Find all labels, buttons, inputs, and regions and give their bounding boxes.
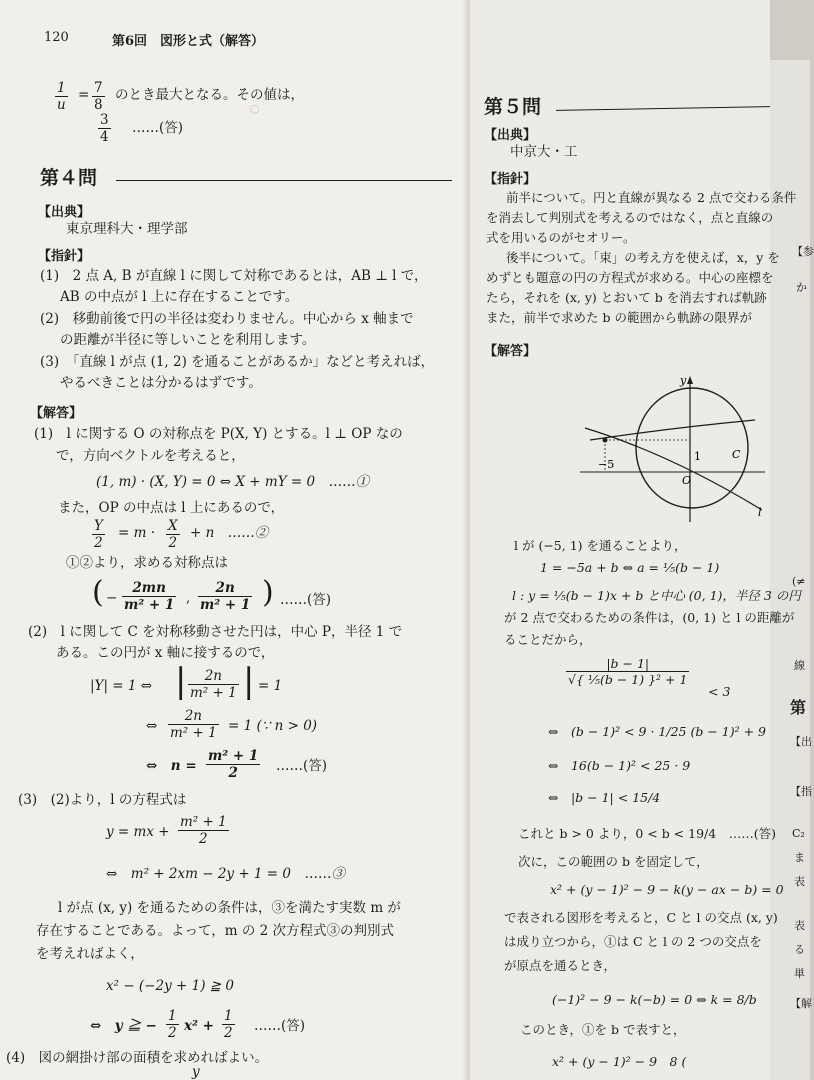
fraction-one-over-u: $\frac{1}{u}$ [57,80,66,113]
q5-line-2: 1 = −5a + b ⇔ a = ⅕(b − 1) [540,560,720,575]
q4-line-6: ある。この円が x 軸に接するので， [56,645,275,661]
minus-sign: − [106,590,118,606]
q5-hint-6: たら，それを (x, y) とおいて b を消去すれば軌跡 [486,290,767,305]
q5-line-8: ⇔ |b − 1| < 15/4 [548,790,661,805]
paren-open: ( [92,575,104,610]
q5-line-12: で表される図形を考えると，C と l の交点 (x, y) [504,910,778,925]
far-fragment-5: 第 [790,698,807,717]
far-fragment-9: ま [794,851,805,864]
far-fragment-10: 表 [794,875,805,888]
q4-eq1: (1, m) · (X, Y) = 0 ⇔ X + mY = 0 ……① [96,474,370,490]
q4-hint-6: やるべきことは分かるはずです。 [60,375,262,391]
q4-rule [116,180,452,181]
q4-line-5: (2) l に関して C を対称移動させた円は，中心 P，半径 1 で [28,624,403,640]
abs-suffix: = 1 [258,678,283,694]
final-frac-1: $\frac{1}{2}$ [168,1008,177,1041]
final-mid: x² + [184,1018,214,1034]
q5-line-9: これと b > 0 より，0 < b < 19/4 ……(答) [518,826,776,841]
q5-hint-7: また，前半で求めた b の範囲から軌跡の限界が [486,310,752,325]
q4-line-3: また，OP の中点は l 上にあるので， [58,500,285,516]
q4-line-11: (4) 図の網掛け部の面積を求めればよい。 [6,1050,269,1066]
chapter-title: 第6回 図形と式（解答） [112,34,265,49]
far-fragment-3: (≠ [792,575,806,588]
q5-line-4: が 2 点で交わるための条件は，(0, 1) と l の距離が [504,610,795,625]
graph-one-label: 1 [694,450,701,463]
answer-mark: ……(答) [132,120,184,136]
q5-hint-2: を消去して判別式を考えるのではなく，点と直線の [486,210,774,225]
bleed-through-text: ○ [250,102,348,115]
distance-fraction: $\frac{|b - 1|}{\text{√\{ ⅕(b − 1) \}² + 1}}$ [568,656,688,687]
q5-line-3: l : y = ⅕(b − 1)x + b と中心 (0, 1)，半径 3 の円 [512,588,801,603]
eq2-frac-y: $\frac{Y}{2}$ [94,518,103,551]
q4-line-4: ①②より，求める対称点は [66,555,228,571]
abs-bar-right: | [243,661,255,701]
q5-line-11: x² + (y − 1)² − 9 − k(y − ax − b) = 0 [550,882,784,897]
abs-prefix: |Y| = 1 ⇔ [90,678,153,694]
eq2-frac-x: $\frac{X}{2}$ [168,518,178,551]
q4-line-1: (1) l に関する O の対称点を P(X, Y) とする。l ⊥ OP なの [34,426,403,442]
axis-y-label: y [192,1064,200,1080]
far-fragment-4: 線 [794,659,805,672]
q4-hint-5: (3) 「直線 l が点 (1, 2) を通ることがあるか」などと考えれば， [40,354,435,370]
abs-bar-left: | [175,661,187,701]
q4-eq3: ⇔ m² + 2xm − 2y + 1 = 0 ……③ [106,866,345,882]
n-prefix: ⇔ n = [146,758,197,774]
circle-line-graph [580,370,770,530]
comma: , [186,590,191,606]
q5-line-17: x² + (y − 1)² − 9 8 ( [552,1054,687,1069]
point-neg5-1 [603,438,608,443]
eq2-tail: + n ……② [190,525,269,541]
q5-line-5: ることだから， [504,632,592,647]
q5-line-1: l が (−5, 1) を通ることより， [514,538,687,553]
eq-frac: $\frac{2n}{\text{m² + 1}}$ [170,708,217,741]
q5-hint-1: 前半について。円と直線が異なる 2 点で交わる条件 [506,190,797,205]
q5-line-14: が原点を通るとき， [504,958,617,973]
far-fragment-13: 単 [794,967,805,980]
max-value-fraction: $\frac{3}{4}$ [100,112,109,145]
q5-title: 第５問 [484,96,542,118]
q4-line-2: で，方向ベクトルを考えると， [56,448,245,464]
top-line-text: のとき最大となる。その値は， [115,87,304,103]
q5-hint-4: 後半について。「束」の考え方を使えば，x，y を [506,250,780,265]
final-answer-mark: ……(答) [254,1018,306,1034]
q5-line-15: (−1)² − 9 − k(−b) = 0 ⇔ k = 8/b [552,992,757,1007]
q4-title: 第４問 [40,167,98,189]
sym-frac-1: $\frac{2mn}{\text{m² + 1}}$ [124,580,175,613]
distance-tail: < 3 [708,684,731,699]
sym-answer-mark: ……(答) [280,592,332,608]
abs-frac: $\frac{2n}{\text{m² + 1}}$ [190,668,237,701]
graph-y-label: y [680,374,687,387]
far-fragment-2: か [796,281,807,294]
graph-c-label: C [732,448,741,461]
q4-hint-label: 【指針】 [38,249,91,264]
q4-hint-1: (1) 2 点 A, B が直線 l に関して対称であるとは，AB ⊥ l で， [40,268,428,284]
y-prefix: y = mx + [106,824,170,840]
q5-hint-3: 式を用いるのがセオリー。 [486,230,636,245]
eq2-mid: = m · [118,525,155,541]
graph-neg5-label: −5 [598,458,615,471]
far-fragment-12: る [794,943,805,956]
far-fragment-14: 【解 [790,997,812,1010]
equals-sign: = [78,87,90,103]
q4-line-8: l が点 (x, y) を通るための条件は，③を満たす実数 m が [58,900,401,916]
line-l-upper [590,420,755,440]
eq-arrow-1: ⇔ [146,718,158,734]
y-axis-arrow [687,376,693,384]
page-number: 120 [44,30,69,45]
far-fragment-7: 【指 [790,785,812,798]
q5-line-16: このとき，①を b で表すと， [520,1022,686,1037]
q5-line-10: 次に，この範囲の b を固定して， [518,854,709,869]
final-frac-2: $\frac{1}{2}$ [224,1008,233,1041]
fraction-seven-eighths: $\frac{7}{8}$ [94,80,103,113]
n-frac: $\frac{\text{m² + 1}}{2}$ [208,748,259,781]
q5-line-13: は成り立つから，①は C と l の 2 つの交点を [504,934,762,949]
final-prefix: ⇔ y ≧ − [90,1018,157,1034]
q4-line-10: を考えればよく， [36,946,144,962]
q5-source-label: 【出典】 [484,128,537,143]
eq-suffix: = 1 (∵ n > 0) [228,718,318,734]
n-answer-mark: ……(答) [276,758,328,774]
y-frac: $\frac{\text{m² + 1}}{2}$ [180,814,227,847]
q5-hint-label: 【指針】 [484,172,537,187]
q4-answer-label: 【解答】 [30,406,83,421]
q4-source: 東京理科大・理学部 [66,221,188,237]
q4-source-label: 【出典】 [38,205,91,220]
q4-line-9: 存在することである。よって，m の 2 次方程式③の判別式 [36,923,394,939]
q5-source: 中京大・工 [510,144,578,160]
sym-frac-2: $\frac{2n}{\text{m² + 1}}$ [200,580,251,613]
far-fragment-1: 【参 [792,245,814,258]
q4-discriminant: x² − (−2y + 1) ≧ 0 [106,978,234,994]
q4-hint-3: (2) 移動前後で円の半径は変わりません。中心から x 軸まで [40,311,414,327]
q5-line-7: ⇔ 16(b − 1)² < 25 · 9 [548,758,691,773]
far-fragment-11: 表 [794,919,805,932]
far-fragment-6: 【出 [790,735,812,748]
graph-origin-label: O [682,474,692,487]
q4-line-7: (3) (2)より，l の方程式は [18,792,187,808]
q4-hint-2: AB の中点が l 上に存在することです。 [60,289,299,305]
q4-hint-4: の距離が半径に等しいことを利用します。 [60,332,316,348]
q5-line-6: ⇔ (b − 1)² < 9 · 1/25 (b − 1)² + 9 [548,724,766,739]
q5-answer-label: 【解答】 [484,344,537,359]
paren-close: ) [262,575,274,610]
q5-hint-5: めずとも題意の円の方程式が求める。中心の座標を [486,270,774,285]
graph-l-label: l [758,506,762,519]
far-fragment-8: C₂ [792,827,805,840]
